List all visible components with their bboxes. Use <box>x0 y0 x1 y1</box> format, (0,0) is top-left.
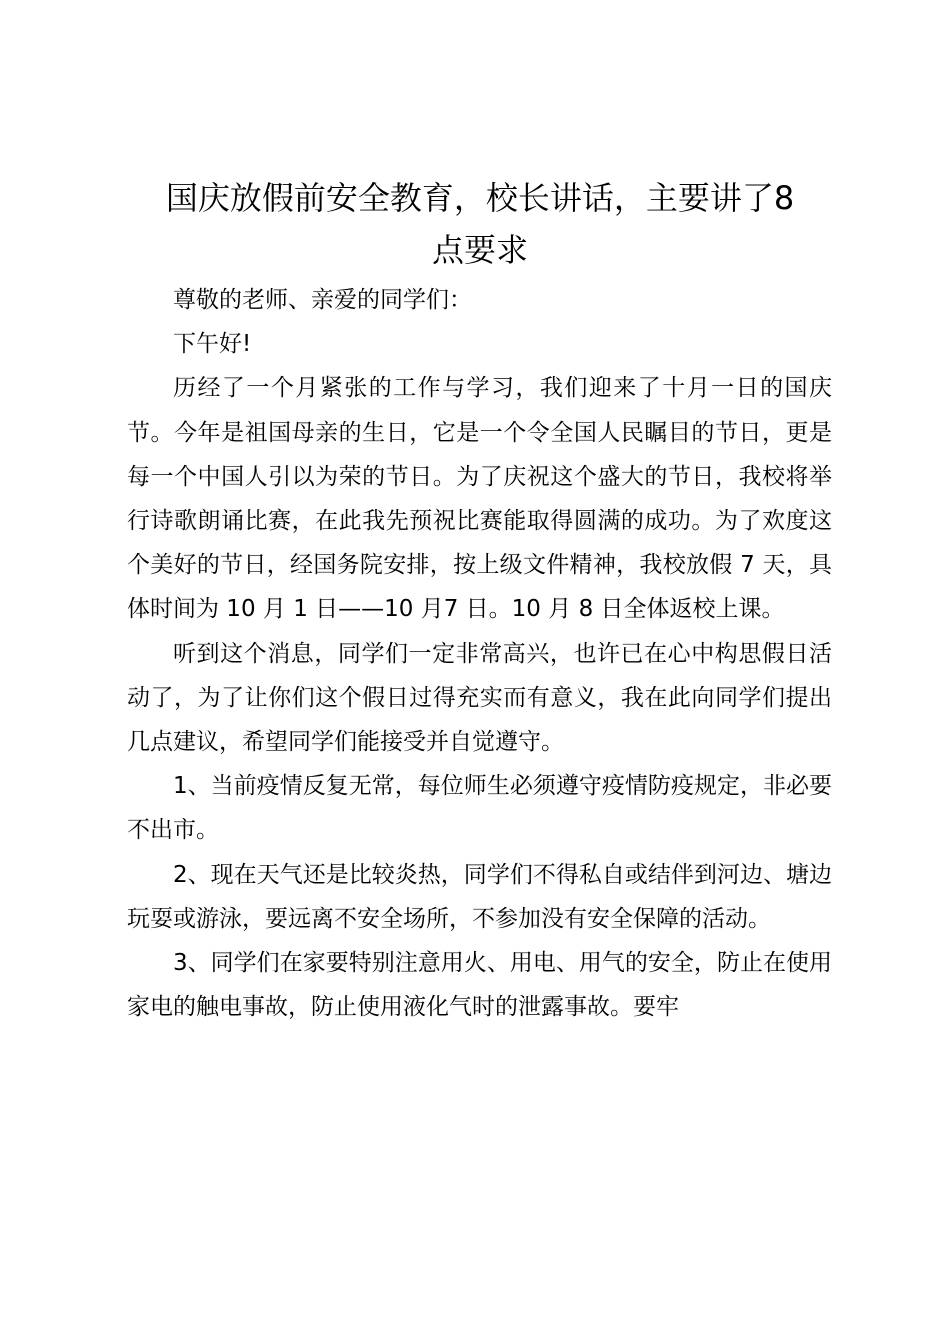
salutation: 尊敬的老师、亲爱的同学们： <box>173 287 472 313</box>
greeting: 下午好! <box>173 331 252 358</box>
document-title <box>120 172 840 276</box>
paragraph-item-1 <box>127 764 832 852</box>
paragraph-line: 活动。 <box>702 905 771 932</box>
paragraph-line: 国庆节。今年是祖国母亲的生日，它是一个令全国人民瞩目的 <box>127 375 833 446</box>
paragraph-line: 非必要不出市。 <box>127 773 832 844</box>
paragraph-line: 圆满的成功。为了欢度这个美好的节日，经国务院安排，按上 <box>127 508 833 579</box>
title-line-1: 国庆放假前安全教育，校长讲话，主要讲了8 <box>165 179 795 217</box>
paragraph-suggestions <box>127 632 832 765</box>
paragraph-line: 历经了一个月紧张的工作与学习，我们迎来了十月一日的 <box>173 375 785 402</box>
title-line-2: 点要求 <box>431 231 528 269</box>
paragraph-line: 的节日，我校将举行诗歌朗诵比赛，在此我先预祝比赛能取得 <box>127 463 833 535</box>
paragraph-line: 听到这个消息，同学们一定非常高兴，也许已在心中构思 <box>173 640 762 667</box>
paragraph-intro <box>127 366 832 631</box>
paragraph-line: 1、当前疫情反复无常，每位师生必须遵守疫情防疫规定， <box>173 773 763 800</box>
paragraph-line: 假日活动了，为了让你们这个假日过得充实而有意义，我在此 <box>127 640 833 711</box>
paragraph-line: 节日，更是每一个中国人引以为荣的节日。为了庆祝这个盛大 <box>127 419 833 490</box>
paragraph-line: 2、现在天气还是比较炎热，同学们不得私自或结伴到河边、 <box>173 861 786 888</box>
paragraph-line: 级文件精神，我校放假 7 天，具体时间为 10 月 1 日——10 月 <box>127 552 833 623</box>
document-body <box>127 278 832 1029</box>
paragraph-line: 在使用家电的触电事故，防止使用液化气时的泄露事故。要牢 <box>127 950 832 1021</box>
paragraph-item-2 <box>127 853 832 941</box>
paragraph-item-3 <box>127 941 832 1029</box>
paragraph-line: 塘边玩耍或游泳，要远离不安全场所，不参加没有安全保障的 <box>127 861 832 932</box>
paragraph-line: 3、同学们在家要特别注意用火、用电、用气的安全，防止 <box>173 950 763 977</box>
paragraph-line: 7 日。10 月 8 日全体返校上课。 <box>443 596 785 623</box>
paragraph-line: 向同学们提出几点建议，希望同学们能接受并自觉遵守。 <box>127 684 833 756</box>
